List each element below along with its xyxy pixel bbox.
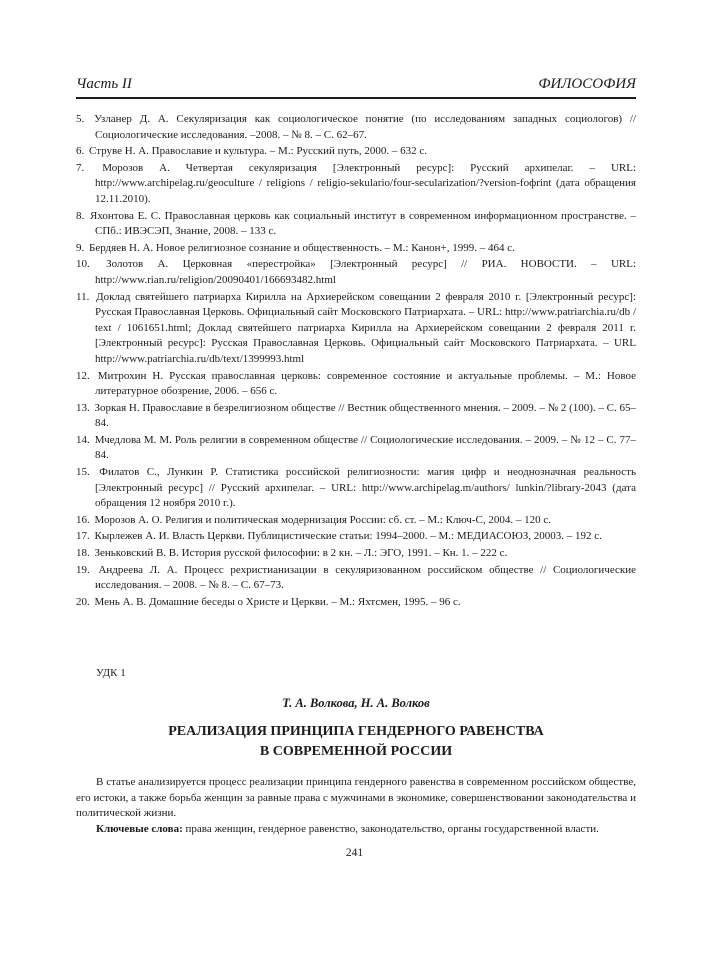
reference-number: 11. <box>76 290 90 303</box>
reference-item <box>76 161 636 208</box>
reference-text: Мень А. В. Домашние беседы о Христе и Церкви. – М.: Яхтсмен, 1995. – 96 с. <box>94 595 461 608</box>
reference-text: Золотов А. Церковная «перестройка» [Электронный ресурс] // РИА. НОВОСТИ. – URL: http://www.rian.ru/religion/20090401/166693482.html <box>95 258 636 286</box>
reference-number: 17. <box>76 530 90 543</box>
reference-number: 7. <box>76 161 85 174</box>
article-title <box>76 722 636 762</box>
article-title-line2: В СОВРЕМЕННОЙ РОССИИ <box>259 744 453 759</box>
reference-text: Морозов А. Четвертая секуляризация [Электронный ресурс]: Русский архипелаг. – URL: http://www.archipelag.ru/geoculture / religions / religio-sekulario/four-secularization/?version-foфrint (дата обращения 12.11.2010). <box>95 161 636 205</box>
reference-item <box>76 209 636 240</box>
reference-item <box>76 290 636 368</box>
reference-text: Филатов С., Лункин Р. Статистика российской религиозности: магия цифр и неоднозначная реальность [Электронный ресурс] // Русский архипелаг. – URL: http://www.archipelag.m/authors/ lunkin/?library-2043 (дата обращения 12 ноября 2010 г.). <box>95 466 636 510</box>
page-number: 241 <box>345 847 364 859</box>
reference-item <box>76 595 636 611</box>
reference-number: 6. <box>76 145 85 158</box>
reference-item <box>76 369 636 400</box>
reference-number: 9. <box>76 241 85 254</box>
reference-number: 5. <box>76 113 85 125</box>
reference-number: 14. <box>76 433 90 446</box>
reference-text: Бердяев Н. А. Новое религиозное сознание и общественность. – М.: Канон+, 1999. – 464 с. <box>89 241 515 254</box>
reference-item <box>76 433 636 464</box>
article-abstract: В статье анализируется процесс реализации принципа гендерного равенства в современном российском обществе, его истоки, а также борьба женщин за равные права с мужчинами в экономике, совершенствовании законодательства и политической жизни. <box>76 776 636 819</box>
article-keywords <box>76 822 636 838</box>
reference-text: Струве Н. А. Православие и культура. – М.: Русский путь, 2000. – 632 с. <box>89 145 427 158</box>
reference-item <box>76 546 636 562</box>
reference-item <box>76 513 636 529</box>
article-authors: Т. А. Волкова, Н. А. Волков <box>282 696 430 710</box>
reference-number: 16. <box>76 513 90 526</box>
reference-item <box>76 257 636 288</box>
reference-item <box>76 112 636 143</box>
reference-item <box>76 465 636 512</box>
running-header <box>76 76 636 93</box>
reference-number: 20. <box>76 595 90 608</box>
reference-number: 19. <box>76 563 90 576</box>
reference-text: Кырлежев А. И. Власть Церкви. Публицистические статьи: 1994–2000. – М.: МЕДИАСОЮЗ, 20003. – 192 с. <box>94 530 602 543</box>
reference-text: Мчедлова М. М. Роль религии в современном обществе // Социологические исследования. – 2009. – № 12 – С. 77–84. <box>94 433 637 462</box>
reference-number: 12. <box>76 369 90 382</box>
running-header-section: Часть II <box>76 76 132 92</box>
header-rule <box>76 97 636 99</box>
running-header-chapter: ФИЛОСОФИЯ <box>538 76 636 92</box>
keywords-text: права женщин, гендерное равенство, законодательство, органы государственной власти. <box>185 822 599 835</box>
reference-number: 13. <box>76 401 90 414</box>
reference-text: Андреева Л. А. Процесс рехристианизации в секуляризованном российском обществе // Социологические исследования. – 2008. – № 8. – С. 67–73. <box>95 563 636 592</box>
references-list <box>76 112 636 610</box>
article-title-line1: РЕАЛИЗАЦИЯ ПРИНЦИПА ГЕНДЕРНОГО РАВЕНСТВА <box>168 724 544 739</box>
reference-item <box>76 241 636 257</box>
reference-text: Доклад святейшего патриарха Кирилла на Архиерейском совещании 2 февраля 2010 г. [Электронный ресурс]: Русская Православная Церковь. Официальный сайт Московского Патриархата. – URL: http://www.patriarchia.ru/db / text / 1061651.html; Доклад святейшего патриарха Кирилла на Архиерейском совещании 2 февраля 2011 г. [Электронный ресурс]: Русская Православная Церковь. Официальный сайт Московского Патриархата. – URL http://www.patriarchia.ru/db/text/1399993.html <box>95 290 637 365</box>
reference-text: Зеньковский В. В. История русской философии: в 2 кн. – Л.: ЭГО, 1991. – Кн. 1. – 222 с. <box>94 547 508 560</box>
reference-text: Митрохин Н. Русская православная церковь: современное состояние и актуальные проблемы. – М.: Новое литературное обозрение, 2006. – 656 с. <box>95 369 636 398</box>
reference-text: Морозов А. О. Религия и политическая модернизация России: сб. ст. – М.: Ключ-С, 2004. – 120 с. <box>94 513 551 526</box>
udc-code: УДК 1 <box>96 667 126 679</box>
reference-number: 8. <box>76 209 85 222</box>
article-head <box>76 666 636 837</box>
reference-item <box>76 144 636 160</box>
reference-number: 15. <box>76 466 90 479</box>
reference-text: Узланер Д. А. Секуляризация как социологическое понятие (по исследованиям западных социологов) // Социологические исследования. –2008. – № 8. – С. 62–67. <box>94 113 637 141</box>
keywords-label: Ключевые слова: <box>96 822 183 835</box>
reference-item <box>76 529 636 545</box>
reference-item <box>76 563 636 594</box>
reference-number: 18. <box>76 547 90 560</box>
reference-text: Яхонтова Е. С. Православная церковь как социальный институт в современном информационном пространстве. – СПб.: ИВЭСЭП, Знание, 2008. – 133 с. <box>89 209 636 238</box>
reference-number: 10. <box>76 258 90 271</box>
reference-text: Зоркая Н. Православие в безрелигиозном обществе // Вестник общественного мнения. – 2009. – № 2 (100). – С. 65–84. <box>94 401 637 430</box>
reference-item <box>76 401 636 432</box>
